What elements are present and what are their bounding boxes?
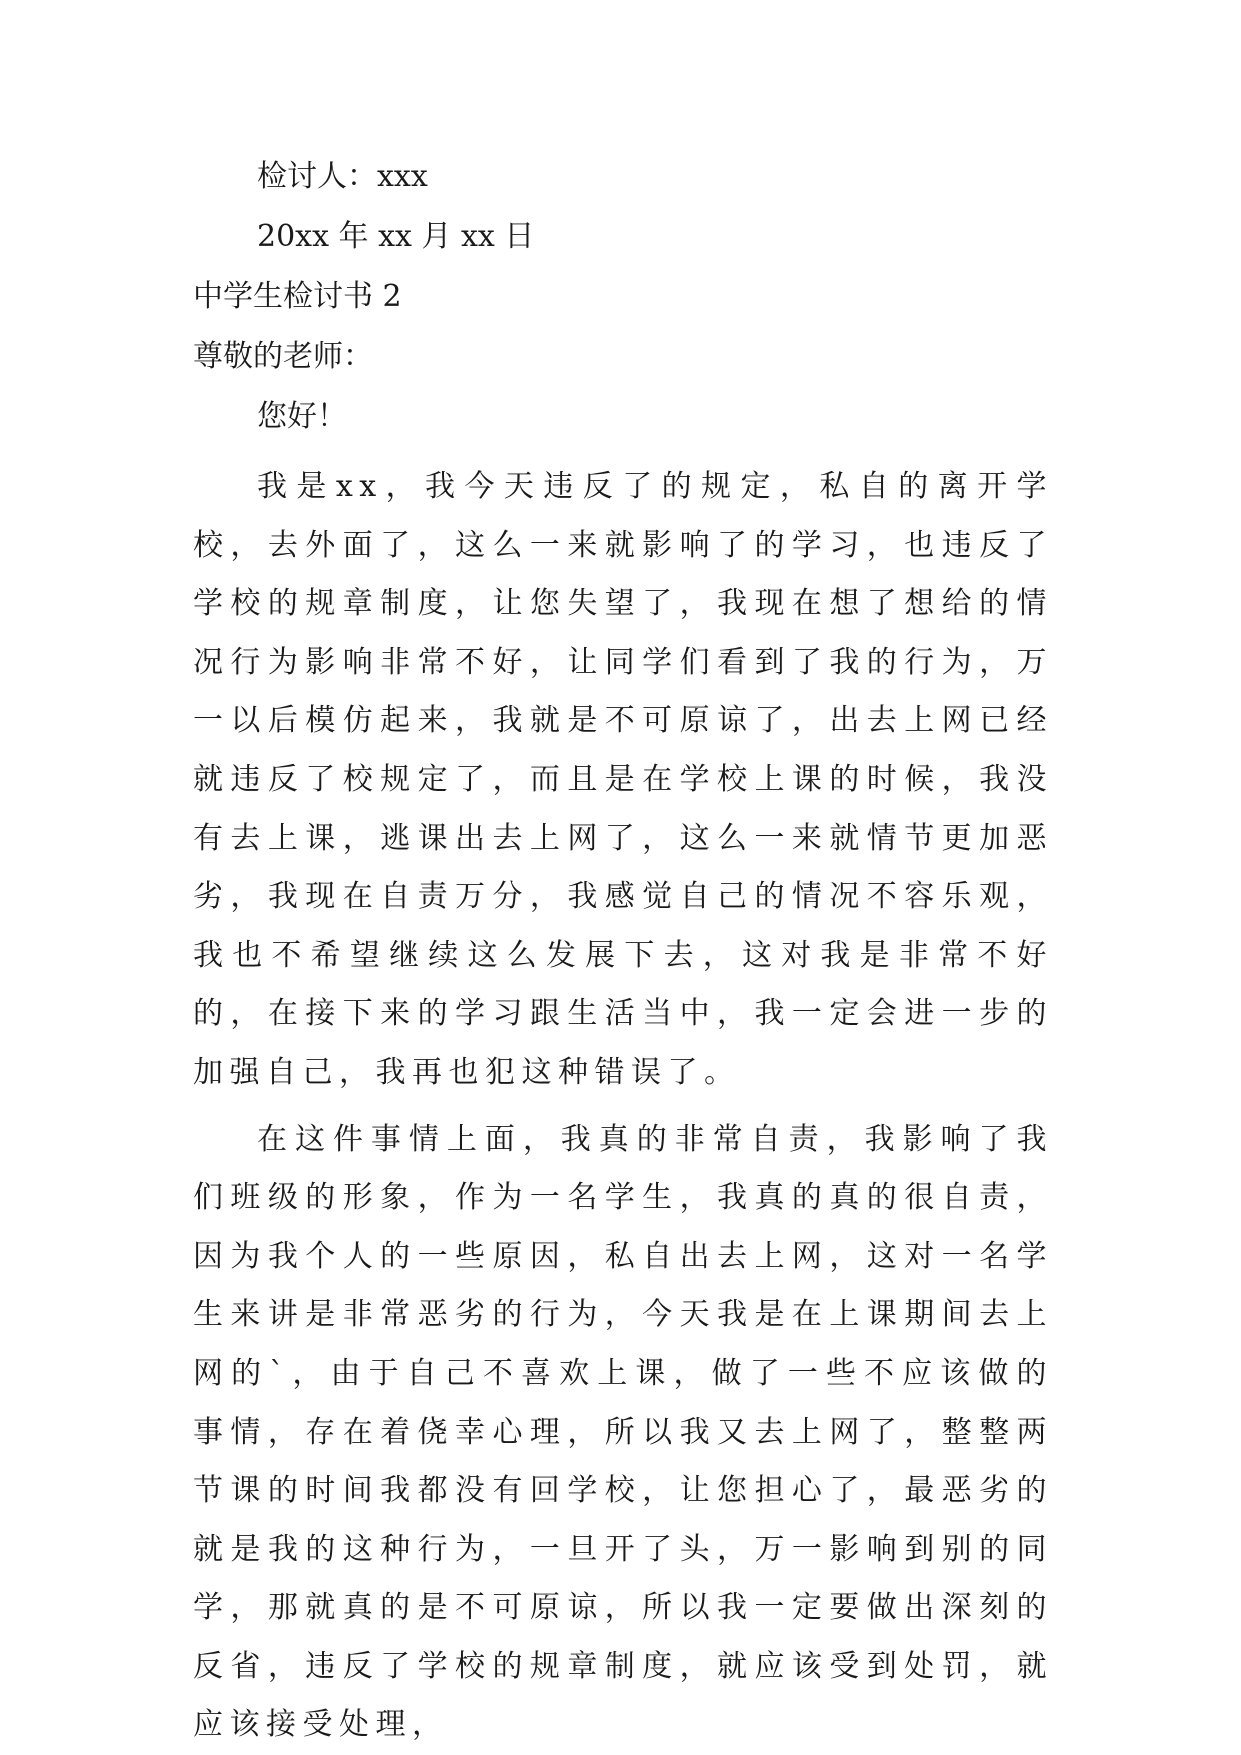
document-body [193, 158, 1053, 1755]
greeting: 您好！ [257, 399, 347, 434]
section-title: 中学生检讨书 2 [193, 279, 402, 314]
body-paragraph-1: 我是xx，我今天违反了的规定，私自的离开学校，去外面了，这么一来就影响了的学习，也违反了学校的规章制度，让您失望了，我现在想了想给的情况行为影响非常不好，让同学们看到了我的行为，万一以后模仿起来，我就是不可原谅了，出去上网已经就违反了校规定了，而且是在学校上课的时候，我没有去上课，逃课出去上网了，这么一来就情节更加恶劣，我现在自责万分，我感觉自己的情况不容乐观，我也不希望继续这么发展下去，这对我是非常不好的，在接下来的学习跟生活当中，我一定会进一步的加强自己，我再也犯这种错误了。 [193, 469, 1053, 1090]
salutation: 尊敬的老师： [193, 339, 373, 374]
signature-name: 检讨人：xxx [257, 159, 428, 194]
body-paragraph-2: 在这件事情上面，我真的非常自责，我影响了我们班级的形象，作为一名学生，我真的真的很自责，因为我个人的一些原因，私自出去上网，这对一名学生来讲是非常恶劣的行为，今天我是在上课期间去上网的`，由于自己不喜欢上课，做了一些不应该做的事情，存在着侥幸心理，所以我又去上网了，整整两节课的时间我都没有回学校，让您担心了，最恶劣的就是我的这种行为，一旦开了头，万一影响到别的同学，那就真的是不可原谅，所以我一定要做出深刻的反省，违反了学校的规章制度，就应该受到处罚，就应该接受处理， [193, 1121, 1053, 1743]
signature-date: 20xx 年 xx 月 xx 日 [257, 219, 535, 254]
